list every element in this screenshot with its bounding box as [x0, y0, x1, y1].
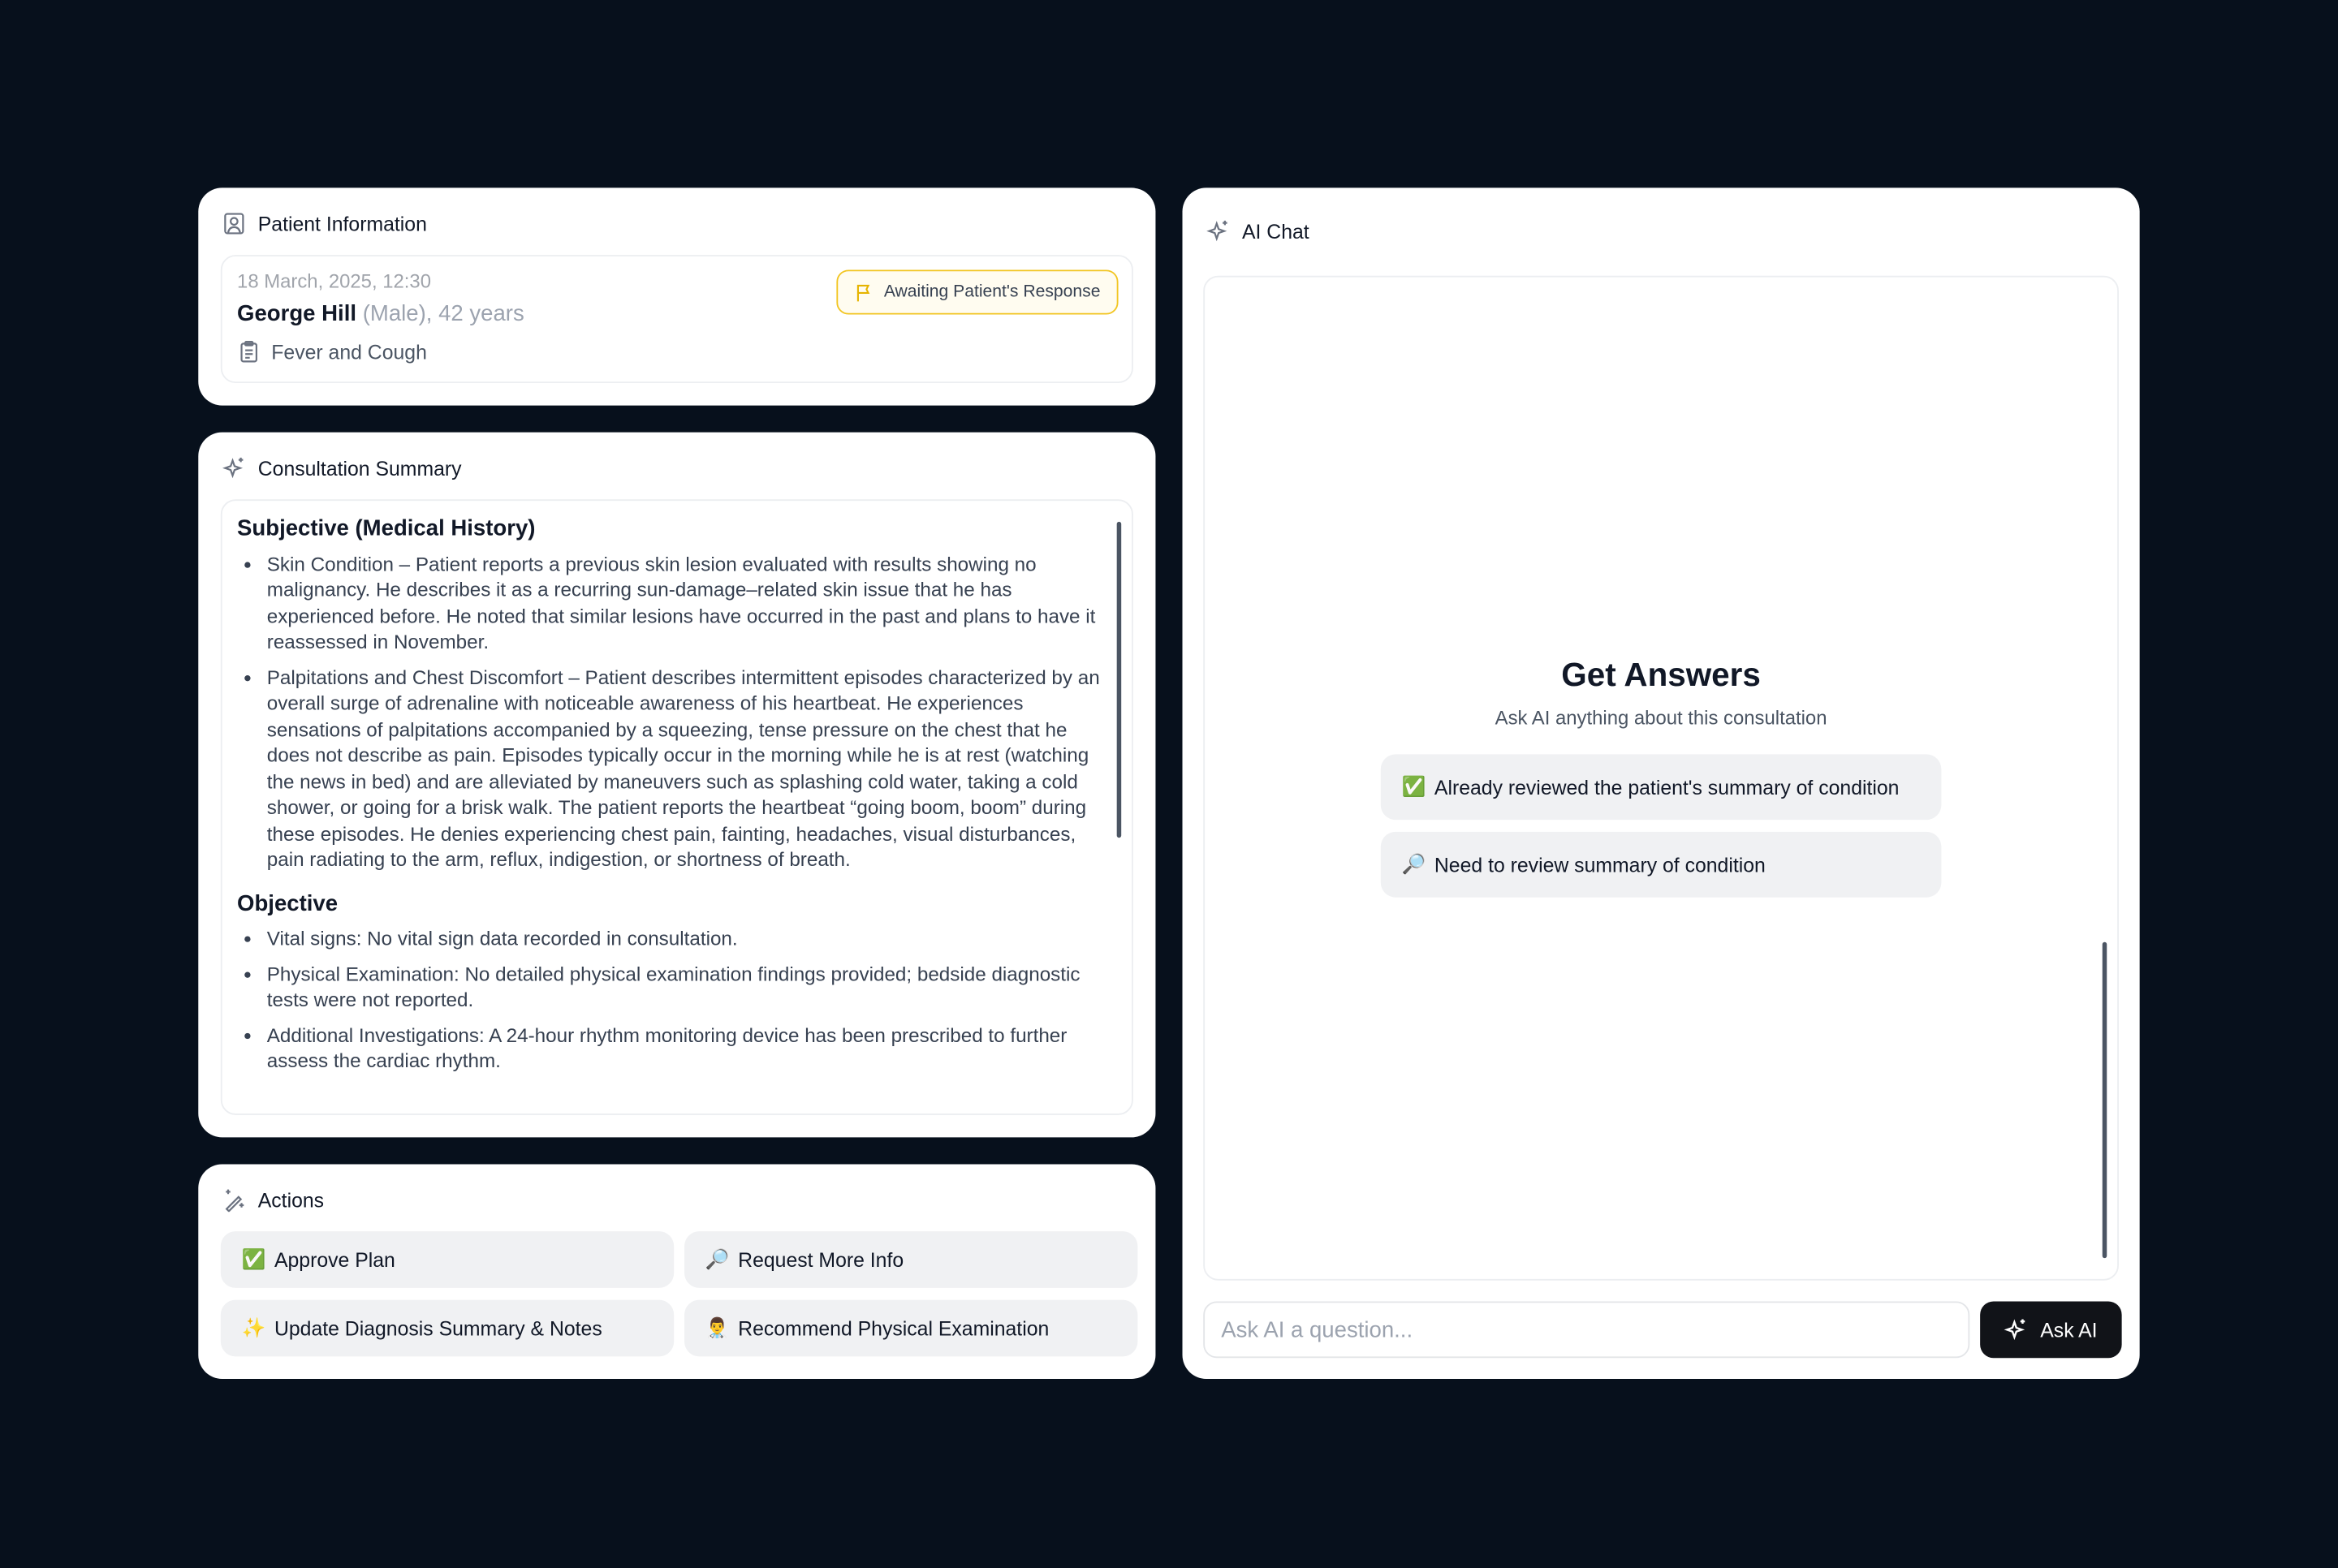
magic-wand-icon: [222, 1188, 246, 1212]
empty-state-subtitle: Ask AI anything about this consultation: [1495, 706, 1827, 730]
empty-state-title: Get Answers: [1561, 656, 1761, 694]
suggestion-label: Already reviewed the patient's summary of condition: [1434, 776, 1900, 799]
sparkles-icon: ✨: [241, 1316, 266, 1339]
list-item: • Palpitations and Chest Discomfort – Patient describes intermittent episodes characterized by an overall surge of adrenaline with noticeable awareness of his heartbeat. He experiences sensations of palpitations accompanied by a squeezing, tense pressure on the chest that he does not describe as pain. Episodes typically occur in the morning while he is at rest (watching the news in bed) and are alleviated by maneuvers such as splashing cold water, taking a cold shower, or going for a brisk walk. The patient reports the heartbeat “going boom, boom” during these episodes. He denies experiencing chest pain, fainting, headaches, visual disturbances, pain radiating to the arm, reflux, indigestion, or shortness of breath.: [267, 664, 1105, 872]
patient-information-header: [222, 212, 427, 235]
section-heading-subjective: Subjective (Medical History): [237, 515, 536, 541]
consultation-summary-card: [198, 433, 1155, 1138]
patient-name-line: [237, 301, 524, 326]
section-heading-objective: Objective: [237, 890, 339, 916]
suggestion-reviewed[interactable]: [1381, 754, 1942, 820]
doctor-icon: 👨‍⚕️: [705, 1316, 730, 1339]
check-mark-icon: ✅: [1401, 775, 1426, 798]
chief-complaint: [237, 340, 427, 364]
suggestion-need-review[interactable]: [1381, 832, 1942, 898]
ask-ai-label: Ask AI: [2040, 1318, 2098, 1342]
patient-age: , 42 years: [425, 301, 524, 327]
clipboard-icon: [237, 340, 261, 364]
ai-chat-header: [1206, 219, 1309, 243]
list-item: • Additional Investigations: A 24-hour rhythm monitoring device has been prescribed to further assess the cardiac rhythm.: [267, 1022, 1105, 1074]
ask-ai-input[interactable]: [1203, 1301, 1969, 1358]
magnifier-icon: 🔎: [1401, 852, 1426, 876]
update-diagnosis-button[interactable]: [221, 1300, 674, 1357]
patient-sex: (Male): [362, 301, 426, 327]
flag-icon: [854, 282, 874, 302]
ask-ai-button[interactable]: [1980, 1301, 2121, 1358]
list-item: • Physical Examination: No detailed physical examination findings provided; bedside diagnostic tests were not reported.: [267, 961, 1105, 1013]
objective-list: [237, 926, 1105, 1075]
sparkles-icon: [1206, 219, 1230, 243]
summary-scroll-area[interactable]: [221, 499, 1133, 1115]
list-item: • Skin Condition – Patient reports a previous skin lesion evaluated with results showing no malignancy. He describes it as a recurring sun-damage–related skin issue that he has experienced before. He noted that similar lesions have occurred in the past and plans to have it reassessed in November.: [267, 551, 1105, 656]
patient-details: [221, 255, 1133, 383]
actions-title: Actions: [257, 1188, 325, 1212]
sparkles-icon: [222, 456, 246, 480]
button-label: Approve Plan: [274, 1248, 395, 1271]
button-label: Recommend Physical Examination: [738, 1316, 1050, 1340]
recommend-physical-exam-button[interactable]: [684, 1300, 1137, 1357]
request-more-info-button[interactable]: [684, 1231, 1137, 1288]
chat-scrollbar[interactable]: [2103, 942, 2107, 1258]
check-mark-icon: ✅: [241, 1247, 266, 1270]
suggestion-label: Need to review summary of condition: [1434, 853, 1766, 877]
patient-name: George Hill: [237, 301, 357, 327]
subjective-list: [237, 551, 1105, 873]
chat-messages-area[interactable]: [1203, 276, 2119, 1281]
consultation-date: 18 March, 2025, 12:30: [237, 269, 431, 292]
summary-scrollbar[interactable]: [1117, 522, 1122, 838]
consultation-summary-title: Consultation Summary: [257, 456, 462, 480]
sparkles-icon: [2004, 1318, 2028, 1342]
status-badge: [836, 269, 1118, 314]
actions-header: [222, 1188, 324, 1212]
approve-plan-button[interactable]: [221, 1231, 674, 1288]
button-label: Request More Info: [738, 1248, 904, 1271]
ai-chat-card: [1183, 187, 2140, 1379]
button-label: Update Diagnosis Summary & Notes: [274, 1316, 602, 1340]
patient-information-title: Patient Information: [257, 212, 427, 235]
complaint-text: Fever and Cough: [271, 340, 427, 364]
consultation-summary-header: [222, 456, 462, 480]
magnifier-icon: 🔎: [705, 1247, 730, 1270]
status-badge-label: Awaiting Patient's Response: [883, 282, 1101, 302]
ai-chat-title: AI Chat: [1241, 219, 1309, 243]
actions-card: [198, 1164, 1155, 1378]
patient-information-card: [198, 187, 1155, 405]
list-item: • Vital signs: No vital sign data recorded in consultation.: [267, 926, 1105, 952]
user-square-icon: [222, 212, 246, 235]
